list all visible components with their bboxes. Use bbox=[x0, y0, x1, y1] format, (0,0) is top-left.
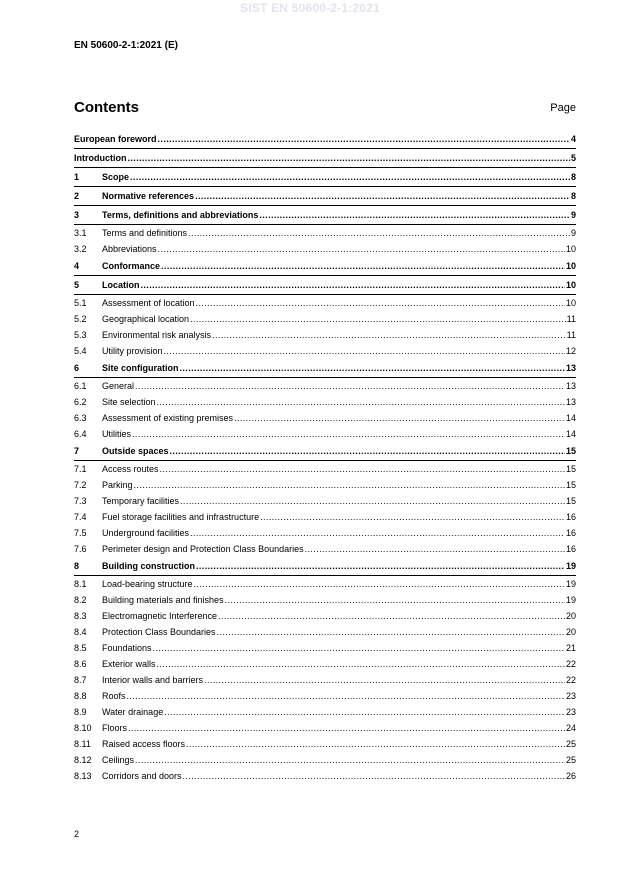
toc-entry-page: 19 bbox=[565, 595, 576, 605]
toc-entry-page: 11 bbox=[566, 314, 576, 324]
toc-dot-leader bbox=[153, 640, 565, 656]
toc-entry-page: 15 bbox=[565, 464, 576, 474]
toc-entry[interactable] bbox=[74, 149, 576, 168]
toc-entry-number: 8.9 bbox=[74, 707, 87, 717]
toc-entry-number: 6 bbox=[74, 363, 80, 373]
toc-dot-leader bbox=[217, 624, 565, 640]
toc-entry-title: Introduction bbox=[74, 153, 127, 163]
toc-entry-page: 24 bbox=[565, 723, 576, 733]
toc-entry-number: 7.4 bbox=[74, 512, 87, 522]
toc-entry[interactable] bbox=[74, 720, 576, 736]
toc-entry[interactable] bbox=[74, 768, 576, 784]
toc-entry-number: 7.1 bbox=[74, 464, 87, 474]
toc-dot-leader bbox=[161, 257, 565, 275]
toc-entry-title: Exterior walls bbox=[102, 659, 156, 669]
toc-entry-title: Assessment of location bbox=[102, 298, 195, 308]
toc-entry-number: 8.6 bbox=[74, 659, 87, 669]
toc-entry[interactable] bbox=[74, 168, 576, 187]
toc-entry-page: 8 bbox=[570, 172, 576, 182]
toc-entry-page: 13 bbox=[565, 381, 576, 391]
toc-entry-page: 16 bbox=[565, 528, 576, 538]
toc-entry-page: 25 bbox=[565, 739, 576, 749]
toc-entry[interactable] bbox=[74, 557, 576, 576]
watermark: SIST EN 50600-2-1:2021 bbox=[240, 1, 380, 15]
toc-entry-number: 8.4 bbox=[74, 627, 87, 637]
toc-entry[interactable] bbox=[74, 130, 576, 149]
toc-entry-number: 1 bbox=[74, 172, 80, 182]
toc-entry[interactable] bbox=[74, 576, 576, 592]
toc-dot-leader bbox=[194, 576, 565, 592]
toc-entry-title: Site selection bbox=[102, 397, 156, 407]
toc-entry-title: Conformance bbox=[102, 261, 161, 271]
toc-entry-title: Location bbox=[102, 280, 140, 290]
toc-dot-leader bbox=[225, 592, 565, 608]
toc-dot-leader bbox=[160, 461, 565, 477]
toc-dot-leader bbox=[128, 149, 570, 167]
toc-entry-page: 23 bbox=[565, 707, 576, 717]
toc-entry[interactable] bbox=[74, 276, 576, 295]
toc-entry[interactable] bbox=[74, 327, 576, 343]
toc-entry[interactable] bbox=[74, 608, 576, 624]
toc-entry-page: 20 bbox=[565, 627, 576, 637]
toc-entry-number: 8.2 bbox=[74, 595, 87, 605]
toc-entry-title: Terms and definitions bbox=[102, 228, 188, 238]
toc-entry-title: Roofs bbox=[102, 691, 126, 701]
toc-entry-title: Parking bbox=[102, 480, 133, 490]
toc-entry-number: 7.6 bbox=[74, 544, 87, 554]
toc-entry-title: Terms, definitions and abbreviations bbox=[102, 210, 259, 220]
toc-entry-title: Floors bbox=[102, 723, 128, 733]
toc-entry-title: Abbreviations bbox=[102, 244, 157, 254]
toc-dot-leader bbox=[186, 736, 565, 752]
toc-entry-page: 16 bbox=[565, 544, 576, 554]
table-of-contents bbox=[74, 130, 576, 784]
toc-entry[interactable] bbox=[74, 378, 576, 394]
toc-dot-leader bbox=[180, 359, 565, 377]
toc-dot-leader bbox=[212, 327, 566, 343]
toc-entry-number: 5.4 bbox=[74, 346, 87, 356]
toc-entry-number: 8.3 bbox=[74, 611, 87, 621]
toc-entry-number: 7 bbox=[74, 446, 80, 456]
toc-dot-leader bbox=[158, 241, 565, 257]
toc-dot-leader bbox=[218, 608, 565, 624]
toc-entry[interactable] bbox=[74, 461, 576, 477]
toc-entry-title: Raised access floors bbox=[102, 739, 186, 749]
toc-entry-title: Water drainage bbox=[102, 707, 164, 717]
toc-entry[interactable] bbox=[74, 640, 576, 656]
toc-entry[interactable] bbox=[74, 624, 576, 640]
toc-dot-leader bbox=[141, 276, 565, 294]
toc-entry[interactable] bbox=[74, 736, 576, 752]
toc-entry-number: 8.13 bbox=[74, 771, 92, 781]
page-column-heading: Page bbox=[550, 102, 576, 114]
toc-dot-leader bbox=[164, 704, 565, 720]
toc-entry-number: 8.11 bbox=[74, 739, 91, 749]
toc-entry-title: Utility provision bbox=[102, 346, 163, 356]
toc-dot-leader bbox=[135, 752, 565, 768]
toc-entry-title: Geographical location bbox=[102, 314, 190, 324]
toc-dot-leader bbox=[259, 206, 570, 224]
toc-dot-leader bbox=[130, 168, 570, 186]
toc-dot-leader bbox=[183, 768, 565, 784]
toc-entry-number: 5.2 bbox=[74, 314, 87, 324]
toc-entry-number: 3.2 bbox=[74, 244, 87, 254]
toc-entry-page: 22 bbox=[565, 659, 576, 669]
toc-dot-leader bbox=[180, 493, 565, 509]
page-number: 2 bbox=[74, 829, 80, 839]
toc-entry[interactable] bbox=[74, 225, 576, 241]
toc-entry-title: Protection Class Boundaries bbox=[102, 627, 216, 637]
toc-entry-title: Perimeter design and Protection Class Boundaries bbox=[102, 544, 304, 554]
toc-entry-page: 9 bbox=[570, 210, 576, 220]
toc-entry-number: 6.1 bbox=[74, 381, 87, 391]
toc-entry[interactable] bbox=[74, 295, 576, 311]
toc-entry-title: Normative references bbox=[102, 191, 195, 201]
toc-entry-number: 5.1 bbox=[74, 298, 87, 308]
toc-entry-title: Access routes bbox=[102, 464, 159, 474]
toc-dot-leader bbox=[190, 525, 565, 541]
toc-entry[interactable] bbox=[74, 688, 576, 704]
toc-entry-page: 15 bbox=[565, 496, 576, 506]
toc-entry-number: 4 bbox=[74, 261, 80, 271]
toc-entry[interactable] bbox=[74, 477, 576, 493]
toc-entry-page: 10 bbox=[565, 298, 576, 308]
toc-entry-title: Building construction bbox=[102, 561, 195, 571]
toc-dot-leader bbox=[128, 720, 565, 736]
toc-entry-number: 6.4 bbox=[74, 429, 87, 439]
toc-entry[interactable] bbox=[74, 656, 576, 672]
toc-entry-number: 8.8 bbox=[74, 691, 87, 701]
toc-entry-page: 11 bbox=[566, 330, 576, 340]
toc-entry-page: 10 bbox=[565, 280, 576, 290]
toc-entry-title: Fuel storage facilities and infrastructure bbox=[102, 512, 260, 522]
toc-entry-title: Assessment of existing premises bbox=[102, 413, 234, 423]
toc-entry-number: 6.3 bbox=[74, 413, 87, 423]
toc-entry-title: Load-bearing structure bbox=[102, 579, 193, 589]
toc-entry[interactable] bbox=[74, 752, 576, 768]
toc-entry-title: Environmental risk analysis bbox=[102, 330, 212, 340]
toc-entry-number: 7.2 bbox=[74, 480, 87, 490]
toc-entry[interactable] bbox=[74, 410, 576, 426]
toc-entry[interactable] bbox=[74, 187, 576, 206]
toc-entry-title: Ceilings bbox=[102, 755, 135, 765]
toc-entry-page: 8 bbox=[570, 191, 576, 201]
toc-entry-number: 8.5 bbox=[74, 643, 87, 653]
toc-dot-leader bbox=[188, 225, 570, 241]
toc-entry-page: 23 bbox=[565, 691, 576, 701]
toc-entry[interactable] bbox=[74, 704, 576, 720]
toc-entry-page: 14 bbox=[565, 413, 576, 423]
toc-dot-leader bbox=[157, 394, 565, 410]
toc-dot-leader bbox=[204, 672, 565, 688]
toc-entry-title: Utilities bbox=[102, 429, 132, 439]
toc-entry-page: 12 bbox=[565, 346, 576, 356]
toc-entry-page: 15 bbox=[565, 446, 576, 456]
toc-entry-page: 9 bbox=[570, 228, 576, 238]
toc-entry-page: 25 bbox=[565, 755, 576, 765]
toc-entry-number: 8.12 bbox=[74, 755, 92, 765]
toc-entry-title: General bbox=[102, 381, 135, 391]
toc-dot-leader bbox=[157, 656, 565, 672]
toc-entry-number: 5 bbox=[74, 280, 80, 290]
toc-entry-title: Building materials and finishes bbox=[102, 595, 224, 605]
toc-dot-leader bbox=[196, 295, 565, 311]
toc-entry-number: 6.2 bbox=[74, 397, 87, 407]
toc-entry-number: 3.1 bbox=[74, 228, 87, 238]
toc-entry-page: 4 bbox=[570, 134, 576, 144]
toc-entry-title: Temporary facilities bbox=[102, 496, 180, 506]
toc-entry[interactable] bbox=[74, 493, 576, 509]
toc-entry-title: Electromagnetic Interference bbox=[102, 611, 218, 621]
toc-dot-leader bbox=[190, 311, 566, 327]
toc-entry-number: 8.7 bbox=[74, 675, 87, 685]
toc-dot-leader bbox=[164, 343, 565, 359]
page-title: Contents bbox=[74, 99, 139, 116]
toc-entry-page: 13 bbox=[565, 363, 576, 373]
toc-entry-title: Corridors and doors bbox=[102, 771, 182, 781]
toc-dot-leader bbox=[132, 426, 565, 442]
toc-entry[interactable] bbox=[74, 541, 576, 557]
toc-entry-page: 20 bbox=[565, 611, 576, 621]
toc-entry-page: 13 bbox=[565, 397, 576, 407]
toc-entry-title: Outside spaces bbox=[102, 446, 169, 456]
toc-entry-number: 2 bbox=[74, 191, 80, 201]
toc-dot-leader bbox=[135, 378, 565, 394]
toc-entry[interactable] bbox=[74, 592, 576, 608]
toc-dot-leader bbox=[170, 442, 565, 460]
toc-entry-page: 22 bbox=[565, 675, 576, 685]
toc-dot-leader bbox=[234, 410, 565, 426]
toc-entry-number: 8.1 bbox=[74, 579, 87, 589]
toc-entry-page: 15 bbox=[565, 480, 576, 490]
toc-entry-number: 8 bbox=[74, 561, 80, 571]
toc-entry[interactable] bbox=[74, 343, 576, 359]
document-id: EN 50600-2-1:2021 (E) bbox=[74, 40, 178, 51]
toc-entry-title: Site configuration bbox=[102, 363, 179, 373]
toc-entry-number: 7.5 bbox=[74, 528, 87, 538]
toc-entry[interactable] bbox=[74, 257, 576, 276]
toc-entry-title: Scope bbox=[102, 172, 130, 182]
toc-entry[interactable] bbox=[74, 394, 576, 410]
toc-entry-page: 16 bbox=[565, 512, 576, 522]
toc-entry-page: 19 bbox=[565, 579, 576, 589]
toc-entry-number: 7.3 bbox=[74, 496, 87, 506]
toc-entry-page: 10 bbox=[565, 261, 576, 271]
toc-entry[interactable] bbox=[74, 359, 576, 378]
toc-entry[interactable] bbox=[74, 311, 576, 327]
toc-entry[interactable] bbox=[74, 241, 576, 257]
toc-entry-title: European foreword bbox=[74, 134, 157, 144]
toc-dot-leader bbox=[127, 688, 565, 704]
toc-entry-page: 14 bbox=[565, 429, 576, 439]
toc-dot-leader bbox=[134, 477, 565, 493]
toc-dot-leader bbox=[196, 557, 565, 575]
toc-entry-page: 26 bbox=[565, 771, 576, 781]
toc-entry-number: 8.10 bbox=[74, 723, 92, 733]
toc-entry-title: Foundations bbox=[102, 643, 152, 653]
toc-entry-page: 5 bbox=[570, 153, 576, 163]
toc-entry-title: Interior walls and barriers bbox=[102, 675, 204, 685]
toc-entry[interactable] bbox=[74, 525, 576, 541]
toc-entry-page: 21 bbox=[565, 643, 576, 653]
toc-entry-title: Underground facilities bbox=[102, 528, 190, 538]
toc-entry[interactable] bbox=[74, 426, 576, 442]
toc-entry-number: 5.3 bbox=[74, 330, 87, 340]
toc-dot-leader bbox=[195, 187, 570, 205]
toc-entry-page: 10 bbox=[565, 244, 576, 254]
toc-entry-page: 19 bbox=[565, 561, 576, 571]
toc-entry[interactable] bbox=[74, 509, 576, 525]
toc-dot-leader bbox=[260, 509, 565, 525]
toc-entry[interactable] bbox=[74, 672, 576, 688]
toc-entry-number: 3 bbox=[74, 210, 80, 220]
toc-dot-leader bbox=[158, 130, 570, 148]
toc-entry[interactable] bbox=[74, 442, 576, 461]
toc-entry[interactable] bbox=[74, 206, 576, 225]
toc-dot-leader bbox=[305, 541, 565, 557]
